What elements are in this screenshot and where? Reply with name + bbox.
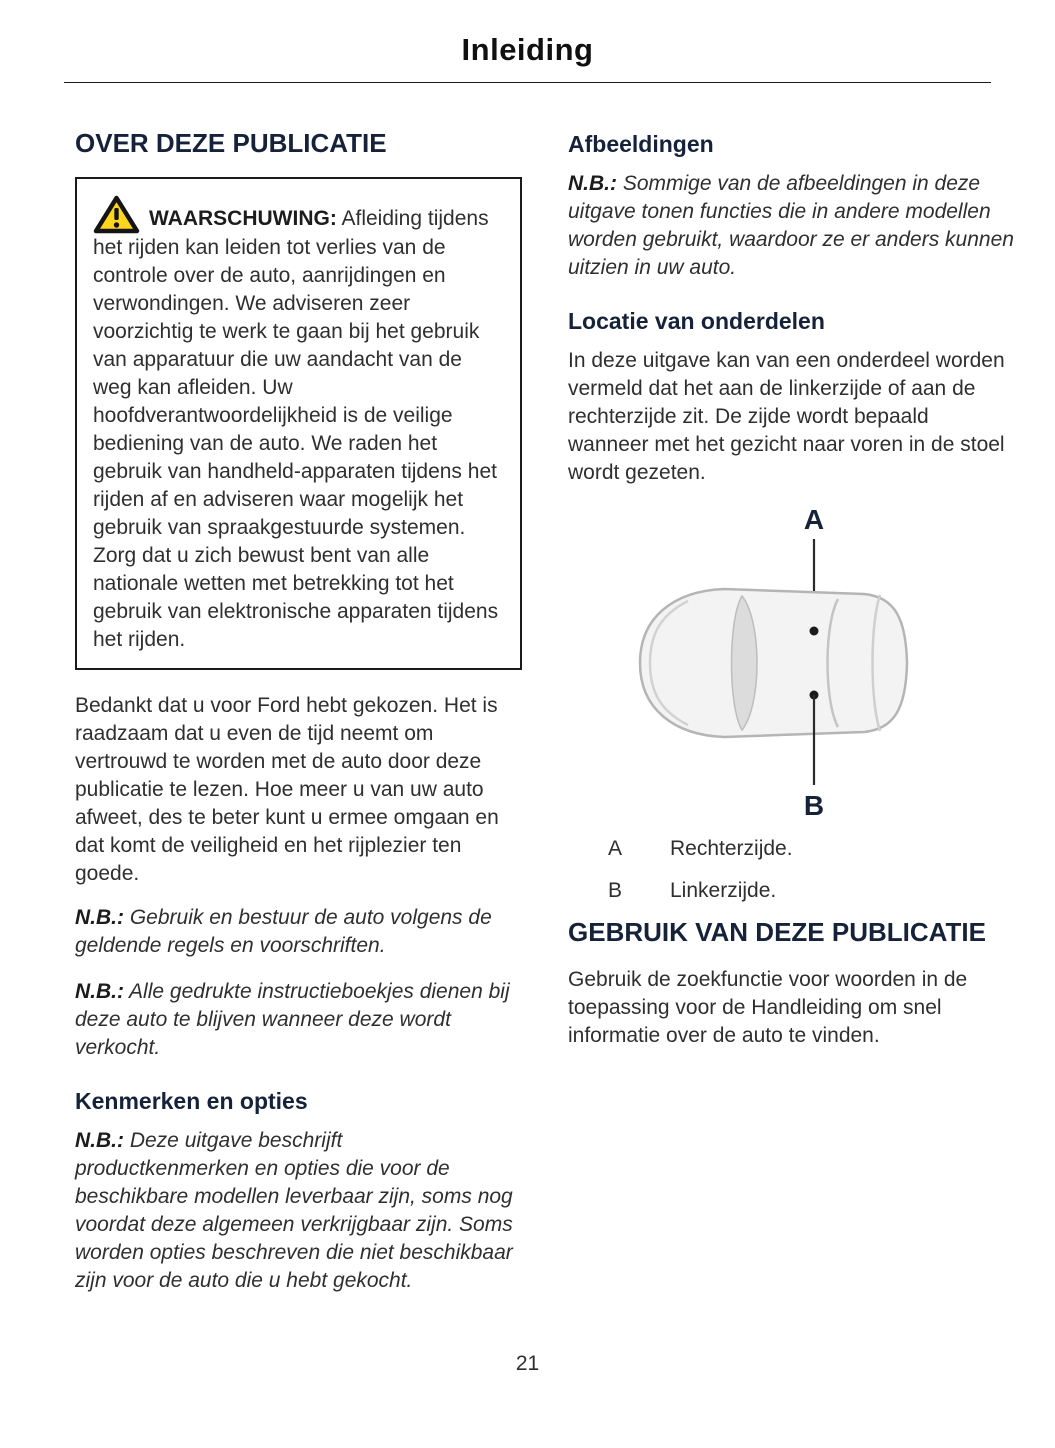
nb-text: Sommige van de afbeeldingen in deze uitgave tonen functies die in andere modellen worden gebruikt, waardoor ze er anders kunnen uitzien in uw auto. — [568, 172, 1014, 279]
note-paragraph-3 — [75, 1127, 522, 1295]
section-heading-kenmerken-en-opties: Kenmerken en opties — [75, 1087, 308, 1114]
warning-text: Afleiding tijdens het rijden kan leiden tot verlies van de controle over de auto, aanrijdingen en verwondingen. We adviseren zeer voorzichtig te werk te gaan bij het gebruik van apparatuur die uw aandacht van de weg kan afleiden. Uw hoofdverantwoordelijkheid is de veilige bediening van de auto. We raden het gebruik van handheld-apparaten tijdens het rijden af en adviseren waar mogelijk het gebruik van spraakgestuurde systemen. Zorg dat u zich bewust bent van alle nationale wetten met betrekking tot het gebruik van elektronische apparaten tijdens het rijden. — [93, 206, 499, 651]
page-header — [0, 0, 1055, 68]
intro-paragraph: Bedankt dat u voor Ford hebt gekozen. Het is raadzaam dat u even de tijd neemt om vertrouwd te worden met de auto door deze publicatie te lezen. Hoe meer u van uw auto afweet, des te beter kunt u ermee omgaan en dat komt de veiligheid en het rijplezier ten goede. — [75, 693, 499, 885]
nb-text: Gebruik en bestuur de auto volgens de geldende regels en voorschriften. — [75, 905, 492, 957]
warning-label: WAARSCHUWING: — [149, 206, 337, 230]
diagram-label-b: B — [803, 790, 824, 821]
nb-label: N.B.: — [75, 905, 124, 929]
car-top-view-diagram — [602, 503, 982, 823]
nb-label: N.B.: — [75, 1128, 124, 1152]
legend-key-a: A — [608, 837, 623, 860]
right-column — [568, 129, 1015, 1313]
nb-text: Alle gedrukte instructieboekjes dienen bij deze auto te blijven wanneer deze wordt verkocht. — [75, 979, 510, 1059]
note-paragraph-2 — [75, 978, 522, 1062]
car-figure — [568, 503, 1015, 828]
nb-text: Deze uitgave beschrijft productkenmerken en opties die voor de beschikbare modellen leverbaar zijn, soms nog voordat deze algemeen verkrijgbaar zijn. Soms worden opties beschreven die niet beschikbaar zijn voor de auto die u hebt gekocht. — [75, 1128, 513, 1292]
pointer-dot-a — [809, 627, 818, 636]
note-paragraph-4 — [568, 170, 1015, 282]
section-heading-afbeeldingen: Afbeeldingen — [568, 131, 714, 157]
section-heading-over-deze-publicatie: OVER DEZE PUBLICATIE — [75, 128, 387, 158]
legend-value-a: Rechterzijde. — [670, 837, 793, 860]
nb-label: N.B.: — [568, 172, 617, 195]
note-paragraph-1 — [75, 904, 522, 960]
page-number: 21 — [515, 1352, 540, 1375]
diagram-label-a: A — [803, 504, 824, 535]
legend-row — [608, 876, 1015, 906]
car-body — [640, 589, 907, 737]
content-columns — [0, 83, 1055, 1313]
warning-box — [75, 177, 522, 670]
gebruik-paragraph: Gebruik de zoekfunctie voor woorden in de toepassing voor de Handleiding om snel informatie over de auto te vinden. — [568, 967, 968, 1047]
warning-triangle-icon — [93, 195, 140, 234]
left-column — [75, 129, 522, 1313]
warning-paragraph — [93, 195, 504, 654]
section-heading-locatie-van-onderdelen: Locatie van onderdelen — [568, 308, 825, 334]
section-heading-gebruik-van-deze-publicatie: GEBRUIK VAN DEZE PUBLICATIE — [568, 917, 986, 947]
locatie-paragraph: In deze uitgave kan van een onderdeel worden vermeld dat het aan de linkerzijde of aan de rechterzijde zit. De zijde wordt bepaald wanneer met het gezicht naar voren in de stoel wordt gezeten. — [568, 349, 1005, 484]
nb-label: N.B.: — [75, 979, 124, 1003]
legend-value-b: Linkerzijde. — [670, 879, 777, 902]
page-title: Inleiding — [461, 32, 594, 67]
diagram-legend — [608, 834, 1015, 906]
legend-key-b: B — [608, 879, 623, 902]
legend-row — [608, 834, 1015, 864]
